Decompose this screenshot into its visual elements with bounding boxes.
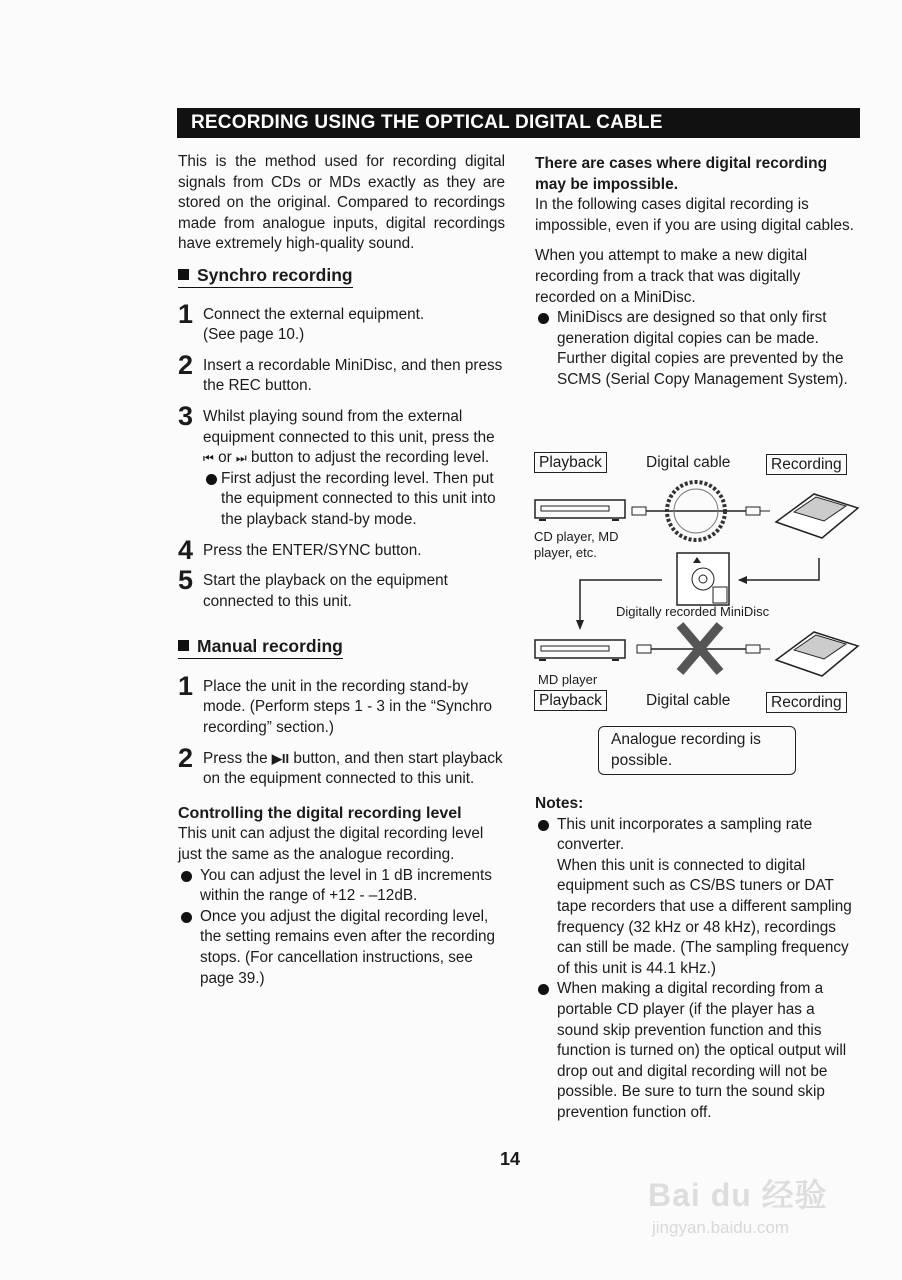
- list-item: MiniDiscs are designed so that only first generation digital copies can be made. Further digital copies are prevented by the SCMS (Serial Copy Management System).: [535, 308, 860, 390]
- right-column: [535, 154, 860, 391]
- optical-cable-icon: [632, 507, 770, 515]
- list-item: First adjust the recording level. Then put the equipment connected to this unit into the playback stand-by mode.: [203, 469, 505, 531]
- synchro-step-3: 3 Whilst playing sound from the external equipment connected to this unit, press the ⏮ or ⏭ button to adjust the recording level. First adjust the recording level. Then put the equipment connected to this unit into the playback stand-by mode.: [178, 407, 505, 531]
- md-recorder-icon: [776, 494, 858, 538]
- play-pause-icon: ▶II: [271, 750, 290, 766]
- list-item: This unit incorporates a sampling rate converter. When this unit is connected to digital equipment such as CS/BS tuners or DAT tape recorders that use a different sampling frequency (32 kHz or 48 kHz), recordings can still be made. (The sampling frequency of this unit is 44.1 kHz.): [535, 815, 860, 980]
- synchro-step-1: 1 Connect the external equipment. (See page 10.): [178, 298, 425, 344]
- skip-forward-icon: ⏭: [235, 451, 247, 466]
- md-player-icon: [535, 640, 625, 660]
- watermark-url: jingyan.baidu.com: [652, 1218, 790, 1237]
- recording-label: Recording: [766, 454, 847, 475]
- recorded-minidisc-icon: [677, 553, 729, 605]
- skip-back-icon: ⏮: [203, 451, 214, 466]
- list-item: You can adjust the level in 1 dB increments within the range of +12 - –12dB.: [178, 866, 505, 907]
- digital-recording-diagram: [532, 450, 864, 780]
- cases-text-2: When you attempt to make a new digital recording from a track that was digitally recorded on a MiniDisc.: [535, 247, 808, 306]
- cases-heading: There are cases where digital recording may be impossible.: [535, 155, 828, 193]
- analogue-note: Analogue recording is possible.: [598, 726, 796, 775]
- md-recorder-icon: [776, 632, 858, 676]
- notes-heading: Notes:: [535, 795, 584, 812]
- synchro-step-2: 2 Insert a recordable MiniDisc, and then press the REC button.: [178, 349, 503, 395]
- recording-label-2: Recording: [766, 692, 847, 713]
- arrow-left-icon: [738, 576, 747, 584]
- playback-label: Playback: [534, 452, 607, 473]
- level-heading: Controlling the digital recording level: [178, 804, 462, 822]
- recorded-minidisc-label: Digitally recorded MiniDisc: [616, 604, 770, 619]
- playback-label-2: Playback: [534, 690, 607, 711]
- list-item: Once you adjust the digital recording level, the setting remains even after the recording stops. (For cancellation instructions, see page 39.): [178, 907, 505, 989]
- manual-step-1: 1 Place the unit in the recording stand-by mode. (Perform steps 1 - 3 in the “Synchro recording” section.): [178, 670, 493, 737]
- notes-section: [535, 794, 860, 1124]
- synchro-step-5: 5 Start the playback on the equipment connected to this unit.: [178, 565, 448, 610]
- square-bullet-icon: [178, 640, 189, 651]
- page-number: 14: [500, 1149, 521, 1169]
- intro-paragraph: This is the method used for recording digital signals from CDs or MDs exactly as they are stored on the original. Compared to recordings made from analogue inputs, digital recordings have extremely high-quality sound.: [178, 153, 505, 253]
- cases-text: In the following cases digital recording is impossible, even if you are using digital cables.: [535, 196, 854, 234]
- left-column: [178, 152, 505, 989]
- digital-cable-label-2: Digital cable: [646, 692, 731, 709]
- cd-player-icon: [535, 500, 625, 520]
- square-bullet-icon: [178, 269, 189, 280]
- watermark-logo: Bai du 经验: [648, 1177, 828, 1213]
- list-item: When making a digital recording from a portable CD player (if the player has a sound skip prevention function and this function is turned on) the optical output will drop out and digital recording will not be possible. Be sure to turn the sound skip prevention function off.: [535, 979, 860, 1123]
- digital-cable-label: Digital cable: [646, 454, 731, 471]
- page-title: RECORDING USING THE OPTICAL DIGITAL CABLE: [177, 108, 860, 138]
- arrow-down-icon: [576, 620, 584, 630]
- manual-step-2: 2 Press the ▶II button, and then start playback on the equipment connected to this unit.: [178, 742, 503, 788]
- manual-heading: Manual recording: [178, 636, 505, 659]
- synchro-heading: Synchro recording: [178, 265, 505, 288]
- level-text: This unit can adjust the digital recording level just the same as the analogue recording.: [178, 825, 484, 864]
- md-player-label: MD player: [538, 672, 598, 687]
- synchro-step-4: 4 Press the ENTER/SYNC button.: [178, 534, 422, 565]
- cd-player-label: CD player, MD player, etc.: [534, 529, 619, 560]
